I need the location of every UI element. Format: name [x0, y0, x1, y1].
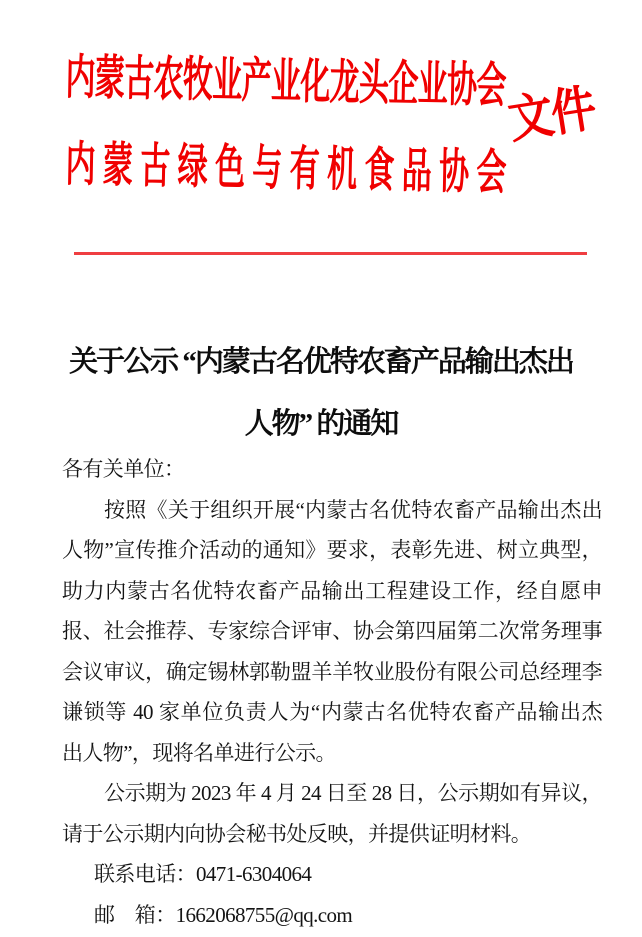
notice-title-line-2: 人物” 的通知: [244, 408, 398, 440]
letterhead-org-name-2: 内蒙古绿色与有机食品协会: [65, 138, 506, 201]
body-line: 会议审议，确定锡林郭勒盟羊羊牧业股份有限公司总经理李: [62, 659, 602, 684]
notice-title-line-1: 关于公示 “内蒙古名优特农畜产品输出杰出: [69, 346, 573, 378]
body-line: 请于公示期内向协会秘书处反映，并提供证明材料。: [62, 821, 532, 846]
body-line: 按照《关于组织开展“内蒙古名优特农畜产品输出杰出: [104, 497, 602, 522]
body-line: 公示期为 2023 年 4 月 24 日至 28 日，公示期如有异议，: [104, 781, 602, 805]
body-line: 报、社会推荐、专家综合评审、协会第四届第二次常务理事: [62, 619, 602, 643]
body-line: 人物”宣传推介活动的通知》要求，表彰先进、树立典型，: [62, 538, 602, 562]
notice-title: [0, 331, 642, 455]
letterhead-red-divider: [74, 252, 587, 255]
notice-body: [62, 449, 602, 935]
letterhead-doc-label: 文件: [504, 80, 599, 149]
salutation-line: 各有关单位：: [62, 457, 185, 481]
body-line: 谦锁等 40 家单位负责人为“内蒙古名优特农畜产品输出杰: [62, 700, 602, 724]
letterhead-org-name-1: 内蒙古农牧业产业化龙头企业协会: [65, 51, 506, 114]
contact-email-line: 邮 箱：1662068755@qq.com: [94, 902, 353, 927]
body-line: 助力内蒙古名优特农畜产品输出工程建设工作，经自愿申: [62, 578, 602, 603]
contact-phone-line: 联系电话：0471-6304064: [94, 862, 312, 886]
body-line: 出人物”，现将名单进行公示。: [62, 740, 336, 765]
